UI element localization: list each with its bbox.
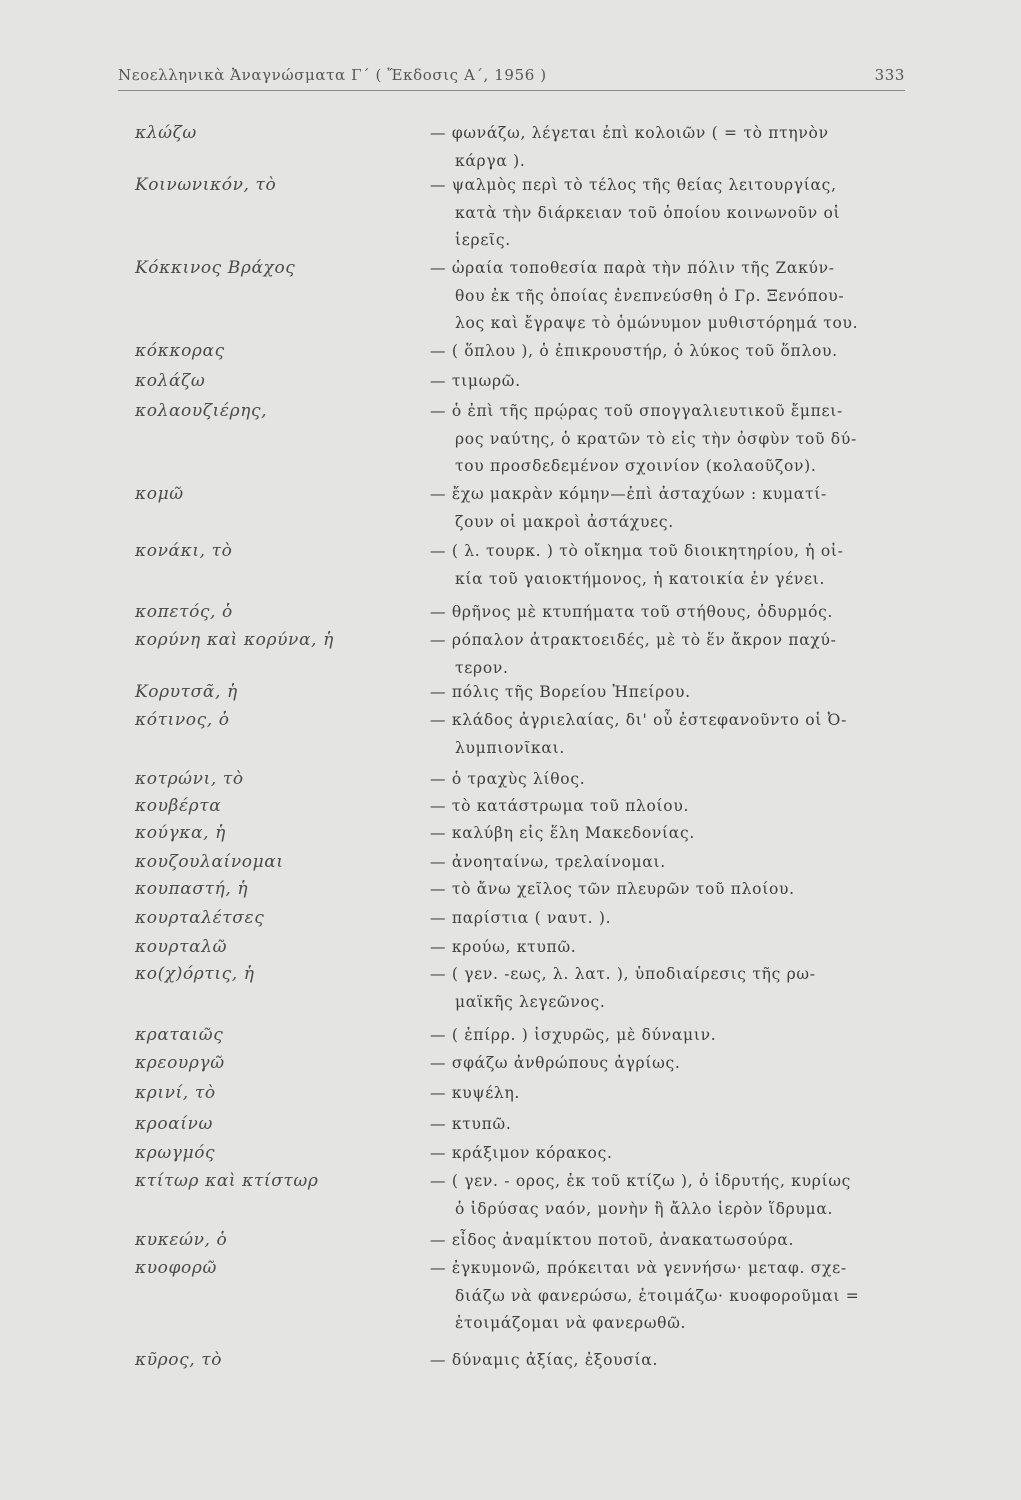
entry-definition — [430, 1111, 910, 1139]
entry-definition — [430, 1050, 910, 1078]
entry-term: κουρταλέτσες — [135, 908, 265, 928]
entry-definition — [430, 793, 910, 821]
entry-definition — [430, 1255, 910, 1338]
running-header — [118, 66, 905, 92]
definition-line: — τὸ κατάστρωμα τοῦ πλοίου. — [430, 793, 910, 821]
entry-definition — [430, 1080, 910, 1108]
definition-line: — ἀνοηταίνω, τρελαίνομαι. — [430, 849, 910, 877]
entry-term: Κορυτσᾶ, ἡ — [135, 682, 238, 702]
definition-line: — ( ὅπλου ), ὁ ἐπικρουστήρ, ὁ λύκος τοῦ ὅπλου. — [430, 338, 910, 366]
definition-line: λος καὶ ἔγραψε τὸ ὁμώνυμον μυθιστόρημά του. — [455, 314, 859, 332]
entry-term: κλώζω — [135, 123, 197, 143]
definition-line: μαϊκῆς λεγεῶνος. — [455, 992, 606, 1011]
entry-term: κουρταλῶ — [135, 937, 228, 957]
definition-line: θου ἐκ τῆς ὁποίας ἐνεπνεύσθη ὁ Γρ. Ξενόπου- — [455, 286, 845, 305]
definition-line: — ἔχω μακρὰν κόμην—ἐπὶ ἀσταχύων : κυματί- — [430, 481, 910, 509]
definition-line: ρος ναύτης, ὁ κρατῶν τὸ εἰς τὴν ὀσφὺν τοῦ δύ- — [455, 429, 857, 448]
entry-term: κρινί, τὸ — [135, 1083, 216, 1103]
definition-line: — ψαλμὸς περὶ τὸ τέλος τῆς θείας λειτουργίας, — [430, 172, 910, 200]
definition-line: — κρούω, κτυπῶ. — [430, 934, 910, 962]
definition-line: — κτυπῶ. — [430, 1111, 910, 1139]
definition-line: — κλάδος ἀγριελαίας, δι' οὗ ἐστεφανοῦντο οἱ Ὀ- — [430, 707, 910, 735]
definition-line: ἑτοιμάζομαι νὰ φανερωθῶ. — [455, 1314, 687, 1332]
entry-definition — [430, 679, 910, 707]
definition-line: τερον. — [455, 658, 509, 677]
definition-line: — ( γεν. - ορος, ἐκ τοῦ κτίζω ), ὁ ἱδρυτής, κυρίως — [430, 1168, 910, 1196]
running-title: Νεοελληνικὰ Ἀναγνώσματα Γ΄ ( Ἔκδοσις Α΄, 1956 ) — [118, 66, 547, 84]
definition-line: του προσδεδεμένον σχοινίον (κολαοῦζον). — [455, 457, 817, 475]
definition-line: — παρίστια ( ναυτ. ). — [430, 905, 910, 933]
entry-definition — [430, 934, 910, 962]
entry-definition — [430, 599, 910, 627]
entry-term: κοτρώνι, τὸ — [135, 769, 244, 789]
definition-line: — κυψέλη. — [430, 1080, 910, 1108]
entry-definition — [430, 398, 910, 481]
entry-definition — [430, 1347, 910, 1375]
definition-line: ὁ ἱδρύσας ναόν, μονὴν ἢ ἄλλο ἱερὸν ἵδρυμα. — [455, 1199, 834, 1218]
definition-line: — ὁ ἐπὶ τῆς πρῴρας τοῦ σπογγαλιευτικοῦ ἔμπει- — [430, 398, 910, 426]
entry-definition — [430, 1168, 910, 1223]
definition-line: — ( ἐπίρρ. ) ἰσχυρῶς, μὲ δύναμιν. — [430, 1022, 910, 1050]
entry-definition — [430, 255, 910, 338]
definition-line: — τιμωρῶ. — [430, 368, 910, 396]
entry-term: κρεουργῶ — [135, 1053, 225, 1073]
entry-term: κουζουλαίνομαι — [135, 852, 284, 872]
entry-term: κοπετός, ὁ — [135, 602, 233, 622]
definition-line: διάζω νὰ φανερώσω, ἑτοιμάζω· κυοφοροῦμαι = — [455, 1286, 860, 1305]
entry-term: Κόκκινος Βράχος — [135, 258, 296, 278]
entry-term: κρωγμός — [135, 1143, 216, 1163]
entry-term: Κοινωνικόν, τὸ — [135, 175, 277, 195]
definition-line: — εἶδος ἀναμίκτου ποτοῦ, ἀνακατωσούρα. — [430, 1227, 910, 1255]
definition-line: λυμπιονῖκαι. — [455, 738, 565, 757]
entry-term: κτίτωρ καὶ κτίστωρ — [135, 1171, 319, 1191]
entry-term: κορύνη καὶ κορύνα, ἡ — [135, 630, 334, 650]
definition-line: κάργα ). — [455, 151, 526, 170]
entry-definition — [430, 1022, 910, 1050]
definition-line: — ὁ τραχὺς λίθος. — [430, 766, 910, 794]
entry-term: κότινος, ὁ — [135, 710, 230, 730]
entry-definition — [430, 627, 910, 682]
definition-line: — δύναμις ἀξίας, ἐξουσία. — [430, 1347, 910, 1375]
entry-term: κολαουζιέρης, — [135, 401, 268, 421]
entry-term: κούγκα, ἡ — [135, 823, 226, 843]
entry-definition — [430, 905, 910, 933]
entry-term: κουπαστή, ἡ — [135, 879, 249, 899]
definition-line: — ὡραία τοποθεσία παρὰ τὴν πόλιν τῆς Ζακύν- — [430, 255, 910, 283]
entry-definition — [430, 766, 910, 794]
definition-line: — ( λ. τουρκ. ) τὸ οἴκημα τοῦ διοικητηρίου, ἡ οἰ- — [430, 538, 910, 566]
entry-definition — [430, 876, 910, 904]
definition-line: — ρόπαλον ἀτρακτοειδές, μὲ τὸ ἕν ἄκρον παχύ- — [430, 627, 910, 655]
entry-term: κολάζω — [135, 371, 206, 391]
entry-definition — [430, 538, 910, 593]
entry-term: κυοφορῶ — [135, 1258, 217, 1278]
definition-line: — θρῆνος μὲ κτυπήματα τοῦ στήθους, ὀδυρμός. — [430, 599, 910, 627]
entry-definition — [430, 368, 910, 396]
entry-term: κῦρος, τὸ — [135, 1350, 223, 1370]
definition-line: — σφάζω ἀνθρώπους ἀγρίως. — [430, 1050, 910, 1078]
entry-term: κυκεών, ὁ — [135, 1230, 228, 1250]
definition-line: κατὰ τὴν διάρκειαν τοῦ ὁποίου κοινωνοῦν οἱ — [455, 203, 841, 222]
entry-definition — [430, 338, 910, 366]
entry-term: κραταιῶς — [135, 1025, 224, 1045]
entry-definition — [430, 1140, 910, 1168]
entry-term: κομῶ — [135, 484, 184, 504]
page-number: 333 — [874, 66, 905, 84]
definition-line: — τὸ ἄνω χεῖλος τῶν πλευρῶν τοῦ πλοίου. — [430, 876, 910, 904]
entry-term: κονάκι, τὸ — [135, 541, 233, 561]
entry-definition — [430, 1227, 910, 1255]
entry-definition — [430, 172, 910, 255]
definition-line: — φωνάζω, λέγεται ἐπὶ κολοιῶν ( = τὸ πτηνὸν — [430, 120, 910, 148]
entry-definition — [430, 849, 910, 877]
definition-line: — ( γεν. -εως, λ. λατ. ), ὑποδιαίρεσις τῆς ρω- — [430, 961, 910, 989]
entry-definition — [430, 707, 910, 762]
definition-line: κία τοῦ γαιοκτήμονος, ἡ κατοικία ἐν γένει. — [455, 569, 826, 588]
entry-term: κόκκορας — [135, 341, 225, 361]
entry-term: κουβέρτα — [135, 796, 222, 816]
definition-line: ἱερεῖς. — [455, 231, 511, 249]
header-rule — [118, 90, 905, 91]
entry-definition — [430, 120, 910, 175]
definition-line: — πόλις τῆς Βορείου Ἠπείρου. — [430, 679, 910, 707]
definition-line: — ἐγκυμονῶ, πρόκειται νὰ γεννήσω· μεταφ. σχε- — [430, 1255, 910, 1283]
definition-line: — καλύβη εἰς ἕλη Μακεδονίας. — [430, 820, 910, 848]
entry-definition — [430, 481, 910, 536]
entry-definition — [430, 961, 910, 1016]
entry-definition — [430, 820, 910, 848]
definition-line: ζουν οἱ μακροὶ ἀστάχυες. — [455, 512, 674, 531]
entry-term: κο(χ)όρτις, ἡ — [135, 964, 255, 984]
entry-term: κροαίνω — [135, 1114, 213, 1134]
definition-line: — κράξιμον κόρακος. — [430, 1140, 910, 1168]
